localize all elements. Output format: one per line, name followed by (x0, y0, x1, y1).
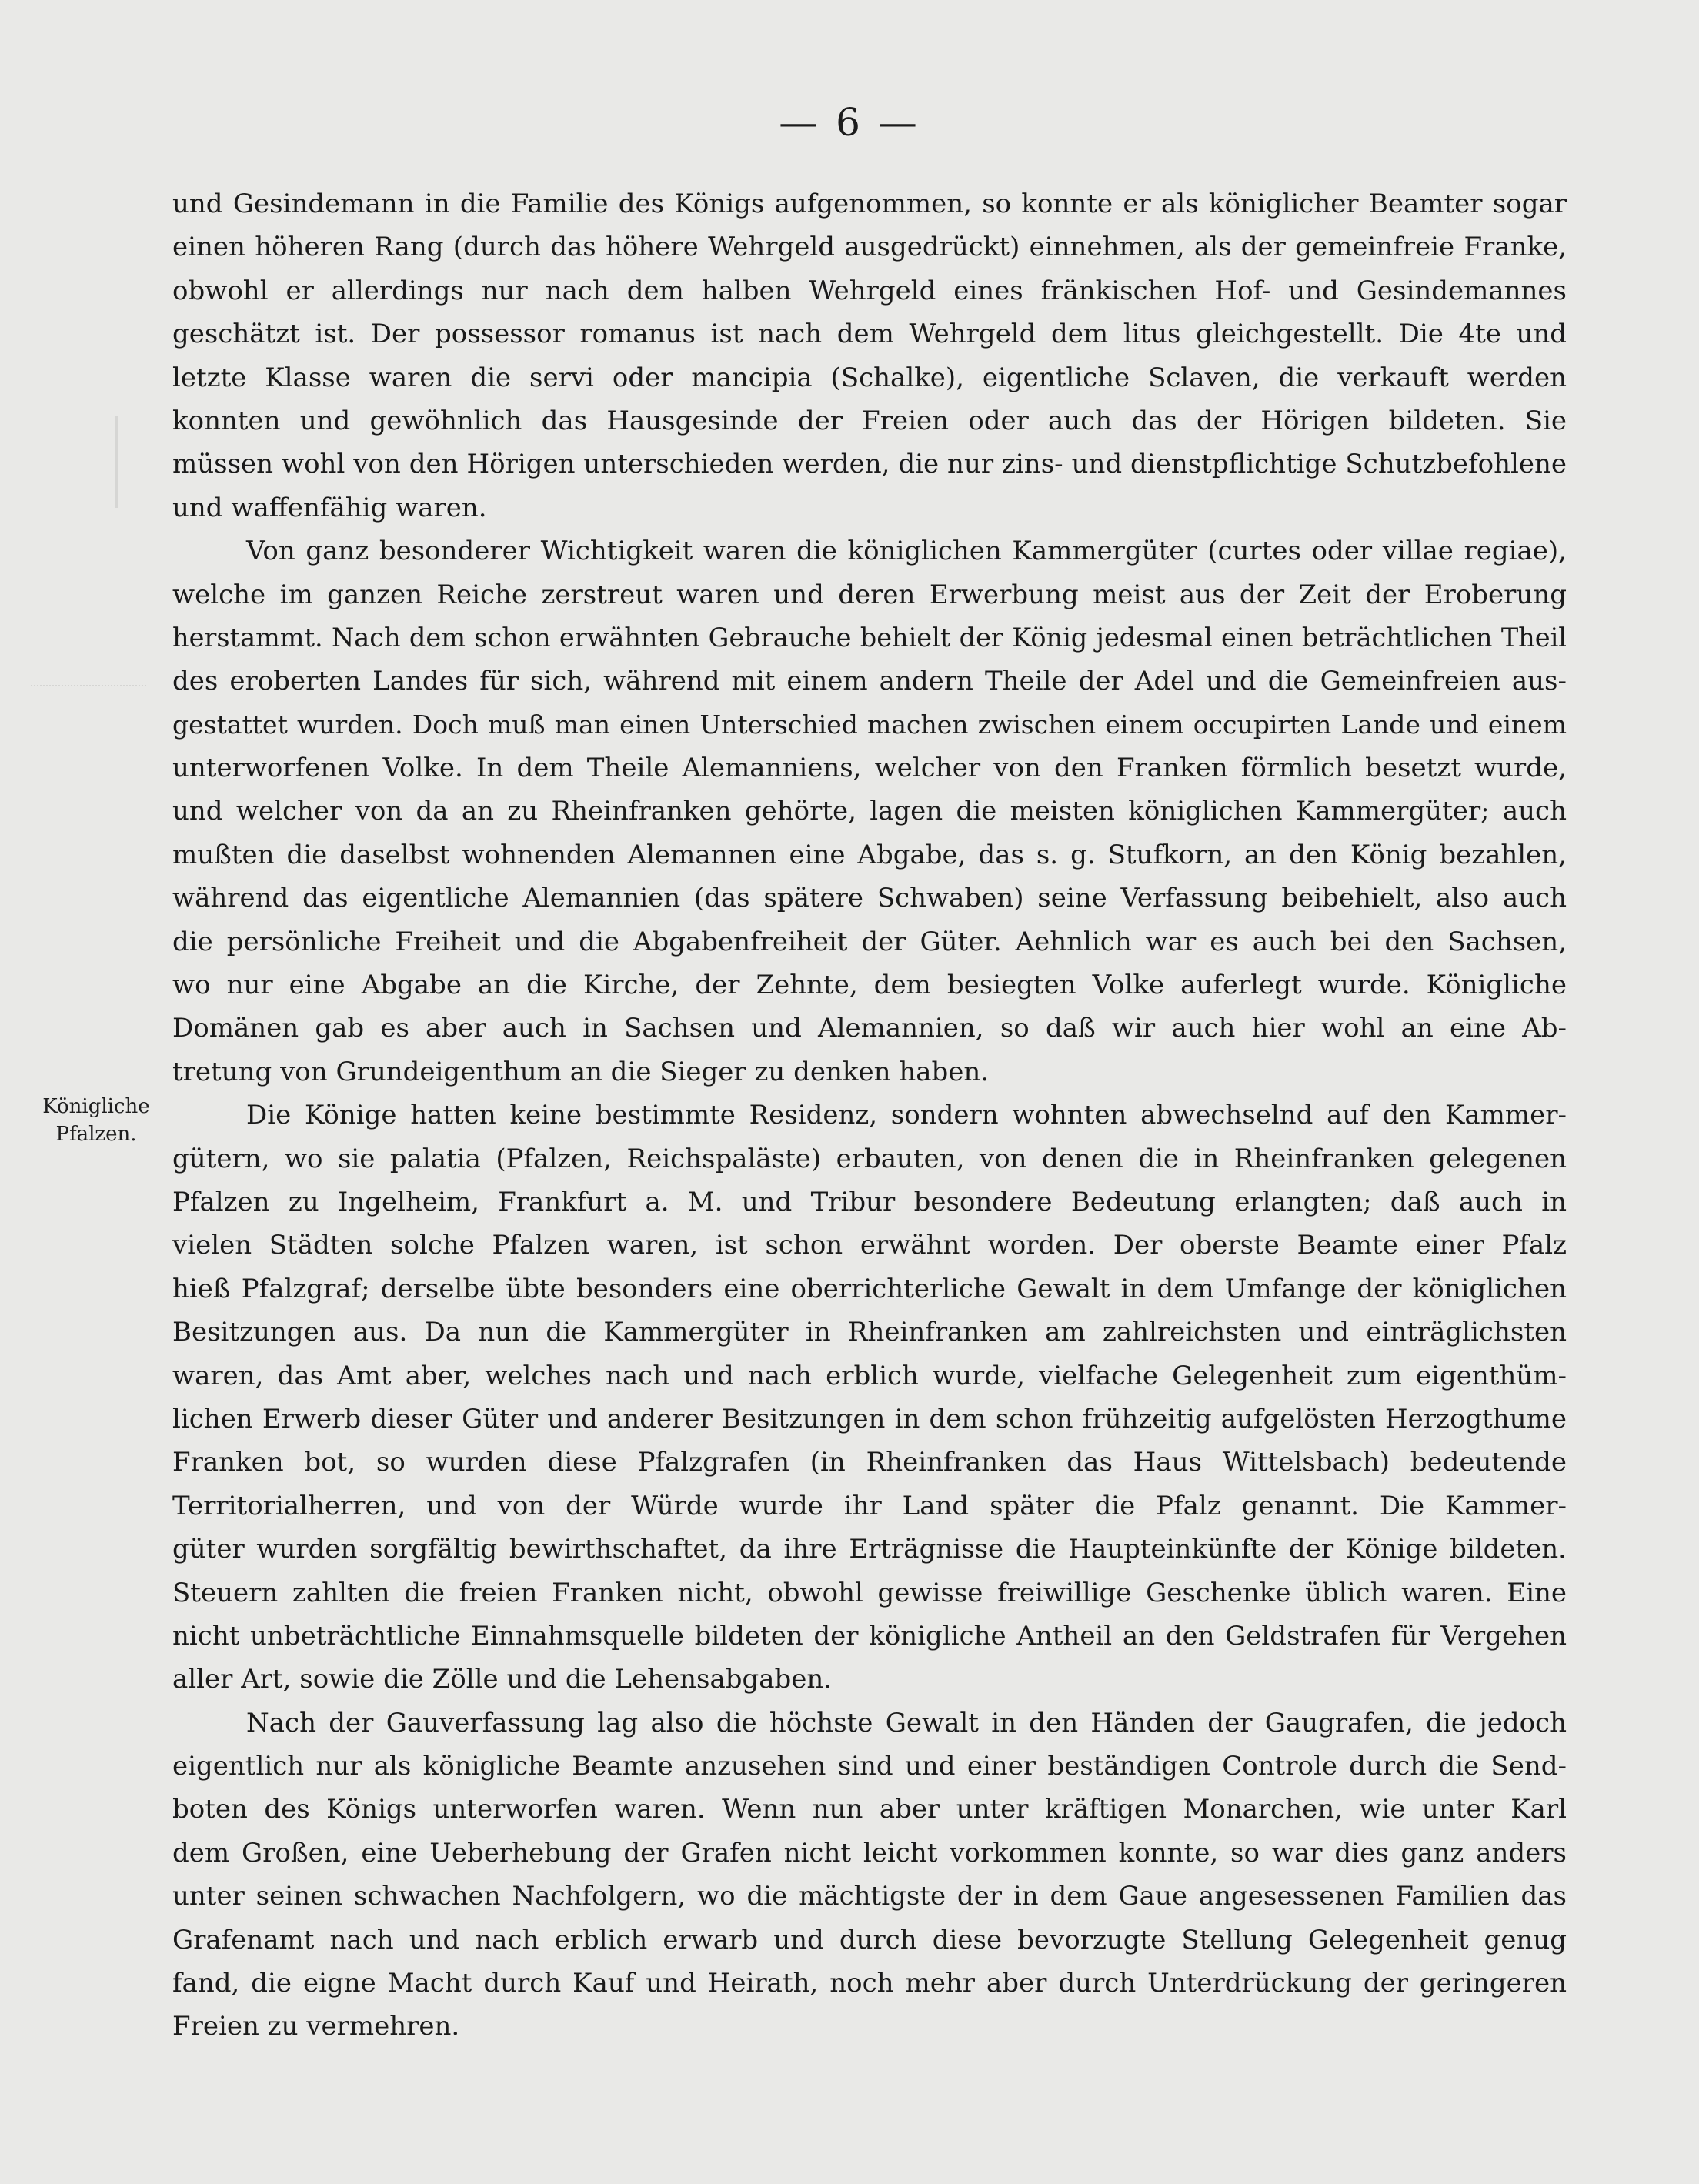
text-line: letzte Klasse waren die servi oder mancipia (Schalke), eigentliche Sclaven, die verkauft werden (172, 362, 1567, 393)
text-line: während das eigentliche Alemannien (das spätere Schwaben) seine Verfassung beibehielt, also auch (172, 883, 1567, 914)
text-line: Besitzungen aus. Da nun die Kammergüter in Rheinfranken am zahlreichsten und einträglichsten (172, 1317, 1567, 1348)
text-line: Territorialherren, und von der Würde wurde ihr Land später die Pfalz genannt. Die Kammer- (172, 1490, 1567, 1521)
text-line: dem Großen, eine Ueberhebung der Grafen nicht leicht vorkommen konnte, so war dies ganz anders (172, 1837, 1567, 1868)
margin-note (23, 1093, 169, 1148)
text-line: nicht unbeträchtliche Einnahmsquelle bildeten der königliche Antheil an den Geldstrafen für Vergehen (172, 1620, 1567, 1651)
text-line: Die Könige hatten keine bestimmte Residenz, sondern wohnten abwechselnd auf den Kammer- (246, 1100, 1567, 1131)
text-line: obwohl er allerdings nur nach dem halben Wehrgeld eines fränkischen Hof- und Gesindemannes (172, 275, 1567, 306)
text-line: wo nur eine Abgabe an die Kirche, der Zehnte, dem besiegten Volke auferlegt wurde. Königliche (172, 970, 1567, 1001)
text-line: müssen wohl von den Hörigen unterschieden werden, die nur zins- und dienstpflichtige Schutzbefohlene (172, 449, 1567, 480)
text-line: waren, das Amt aber, welches nach und nach erblich wurde, vielfache Gelegenheit zum eigenthüm- (172, 1360, 1567, 1391)
text-line: des eroberten Landes für sich, während mit einem andern Theile der Adel und die Gemeinfreien aus- (172, 666, 1567, 697)
text-line: geschätzt ist. Der possessor romanus ist nach dem Wehrgeld dem litus gleichgestellt. Die 4te und (172, 319, 1567, 350)
bleed-through-mark (115, 416, 164, 508)
text-line: Freien zu vermehren. (172, 2011, 460, 2042)
text-line: boten des Königs unterworfen waren. Wenn nun aber unter kräftigen Monarchen, wie unter Karl (172, 1794, 1567, 1825)
text-line: konnten und gewöhnlich das Hausgesinde der Freien oder auch das der Hörigen bildeten. Sie (172, 405, 1567, 436)
text-line: fand, die eigne Macht durch Kauf und Heirath, noch mehr aber durch Unterdrückung der geringeren (172, 1968, 1567, 1999)
text-line: güter wurden sorgfältig bewirthschaftet, da ihre Erträgnisse die Haupteinkünfte der Könige bildeten. (172, 1534, 1567, 1565)
text-line: welche im ganzen Reiche zerstreut waren und deren Erwerbung meist aus der Zeit der Eroberung (172, 579, 1567, 610)
text-line: lichen Erwerb dieser Güter und anderer Besitzungen in dem schon frühzeitig aufgelösten Herzogthume (172, 1403, 1567, 1434)
text-line: Domänen gab es aber auch in Sachsen und Alemannien, so daß wir auch hier wohl an eine Ab- (172, 1013, 1567, 1044)
text-line: und waffenfähig waren. (172, 492, 487, 523)
text-line: Von ganz besonderer Wichtigkeit waren die königlichen Kammergüter (curtes oder villae regiae), (246, 536, 1567, 567)
text-line: eigentlich nur als königliche Beamte anzusehen sind und einer beständigen Controle durch die Send- (172, 1751, 1567, 1782)
text-line: vielen Städten solche Pfalzen waren, ist schon erwähnt worden. Der oberste Beamte einer Pfalz (172, 1230, 1567, 1261)
text-line: Nach der Gauverfassung lag also die höchste Gewalt in den Händen der Gaugrafen, die jedoch (246, 1707, 1567, 1738)
text-line: Steuern zahlten die freien Franken nicht, obwohl gewisse freiwillige Geschenke üblich waren. Eine (172, 1577, 1567, 1608)
text-line: gütern, wo sie palatia (Pfalzen, Reichspaläste) erbauten, von denen die in Rheinfranken gelegenen (172, 1143, 1567, 1174)
text-line: die persönliche Freiheit und die Abgabenfreiheit der Güter. Aehnlich war es auch bei den Sachsen, (172, 926, 1567, 957)
body-text (172, 182, 1567, 2049)
text-line: aller Art, sowie die Zölle und die Lehensabgaben. (172, 1664, 833, 1695)
text-line: Pfalzen zu Ingelheim, Frankfurt a. M. und Tribur besondere Bedeutung erlangten; daß auch in (172, 1186, 1567, 1217)
text-line: Grafenamt nach und nach erblich erwarb und durch diese bevorzugte Stellung Gelegenheit genug (172, 1924, 1567, 1955)
text-line: gestattet wurden. Doch muß man einen Unterschied machen zwischen einem occupirten Lande und einem (172, 709, 1567, 740)
text-line: hieß Pfalzgraf; derselbe übte besonders eine oberrichterliche Gewalt in dem Umfange der königlichen (172, 1273, 1567, 1304)
text-line: mußten die daselbst wohnenden Alemannen eine Abgabe, das s. g. Stufkorn, an den König bezahlen, (172, 839, 1567, 870)
text-line: unterworfenen Volke. In dem Theile Alemanniens, welcher von den Franken förmlich besetzt wurde, (172, 753, 1567, 784)
text-line: Franken bot, so wurden diese Pfalzgrafen (in Rheinfranken das Haus Wittelsbach) bedeutende (172, 1447, 1567, 1478)
margin-note-line: Königliche (42, 1095, 150, 1118)
bleed-through-mark (31, 685, 146, 810)
text-line: einen höheren Rang (durch das höhere Wehrgeld ausgedrückt) einnehmen, als der gemeinfreie Franke, (172, 232, 1567, 263)
text-line: unter seinen schwachen Nachfolgern, wo die mächtigste der in dem Gaue angesessenen Familien das (172, 1881, 1567, 1912)
text-line: und Gesindemann in die Familie des Königs aufgenommen, so konnte er als königlicher Beamter sogar (172, 189, 1567, 219)
page-number: — 6 — (779, 100, 920, 145)
text-line: herstammt. Nach dem schon erwähnten Gebrauche behielt der König jedesmal einen beträchtlichen Theil (172, 622, 1567, 653)
text-line: und welcher von da an zu Rheinfranken gehörte, lagen die meisten königlichen Kammergüter; auch (172, 796, 1567, 827)
text-line: tretung von Grundeigenthum an die Sieger zu denken haben. (172, 1056, 990, 1087)
margin-note-line: Pfalzen. (55, 1123, 137, 1146)
